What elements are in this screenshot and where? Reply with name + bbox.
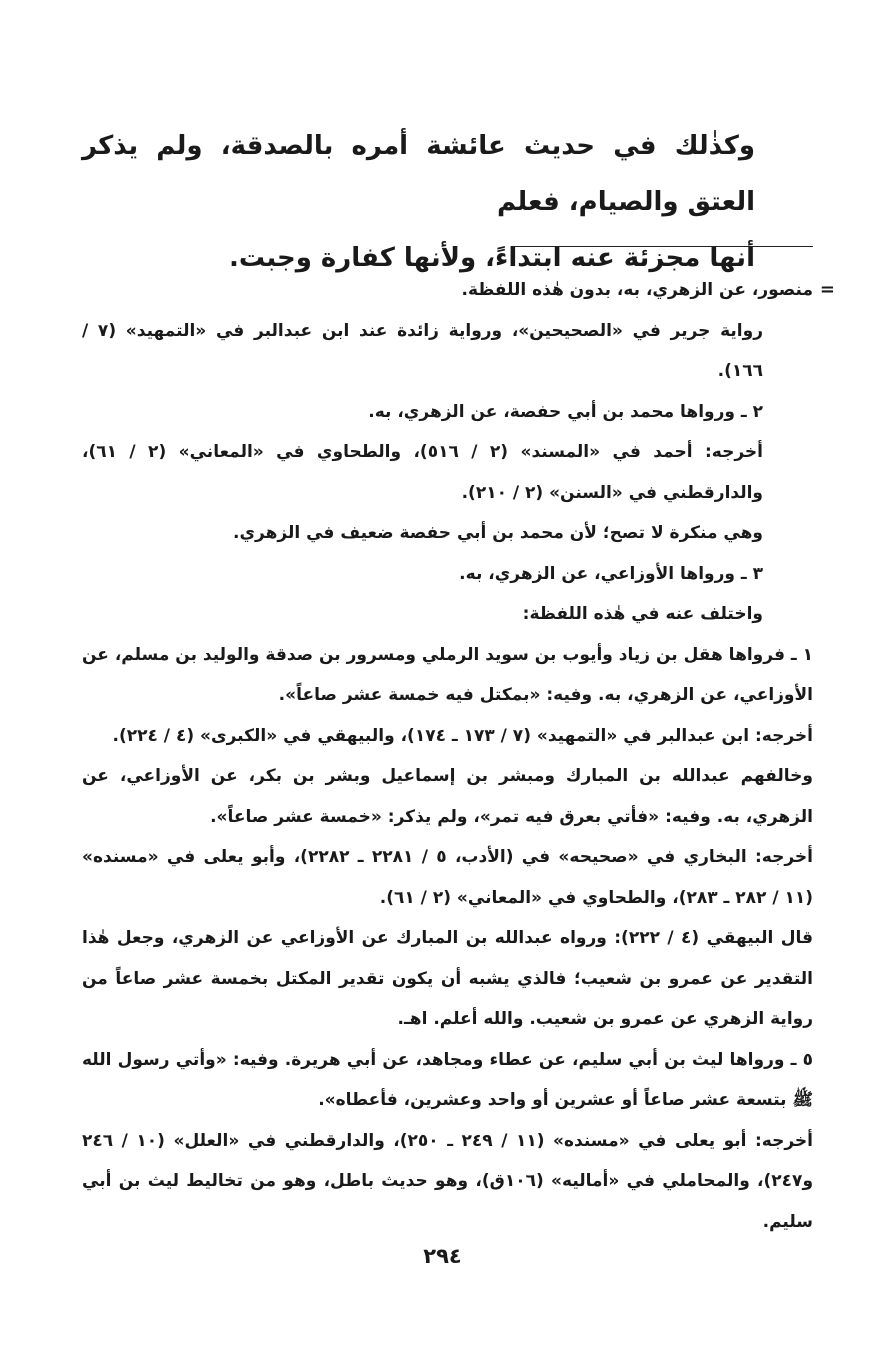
- footnote-paragraph: قال البيهقي (٤ / ٢٢٢): ورواه عبدالله بن المبارك عن الأوزاعي عن الزهري، وجعل هٰذا التقدير عن عمرو بن شعيب؛ فالذي يشبه أن يكون تقدير المكتل بخمسة عشر صاعاً من رواية الزهري عن عمرو بن شعيب. والله أعلم. اهـ.: [82, 928, 813, 1029]
- footnote-paragraph: ٢ ـ ورواها محمد بن أبي حفصة، عن الزهري، به.: [368, 401, 763, 422]
- footnote-paragraph: [82, 270, 835, 311]
- footnote-paragraph: أخرجه: أبو يعلى في «مسنده» (١١ / ٢٤٩ ـ ٢٥٠)، والدارقطني في «العلل» (١٠ / ٢٤٦ و٢٤٧)، والمحاملي في «أماليه» (١٠٦ق)، وهو حديث باطل، وهو من تخاليط ليث بن أبي سليم.: [82, 1130, 814, 1232]
- footnote-paragraph: ٥ ـ ورواها ليث بن أبي سليم، عن عطاء ومجاهد، عن أبي هريرة. وفيه: «وأتي رسول الله ﷺ بتسعة عشر صاعاً أو عشرين أو واحد وعشرين، فأعطاه».: [82, 1049, 813, 1110]
- footnote-text: منصور، عن الزهري، به، بدون هٰذه اللفظة.: [461, 280, 813, 300]
- footnote-paragraph: أخرجه: البخاري في «صحيحه» في (الأدب، ٥ / ٢٢٨١ ـ ٢٢٨٢)، وأبو يعلى في «مسنده» (١١ / ٢٨٢ ـ ٢٨٣)، والطحاوي في «المعاني» (٢ / ٦١).: [82, 847, 813, 908]
- main-text-line: وكذٰلك في حديث عائشة أمره بالصدقة، ولم يذكر العتق والصيام، فعلم: [82, 131, 755, 217]
- footnote-separator: [513, 246, 813, 247]
- footnote-paragraph: ١ ـ فرواها هقل بن زياد وأيوب بن سويد الرملي ومسرور بن صدقة والوليد بن مسلم، عن الأوزاعي، عن الزهري، به. وفيه: «بمكتل فيه خمسة عشر صاعاً».: [82, 644, 813, 705]
- footnotes: [82, 270, 835, 1242]
- continuation-sign: =: [819, 279, 835, 300]
- footnote-paragraph: رواية جرير في «الصحيحين»، ورواية زائدة عند ابن عبدالبر في «التمهيد» (٧ / ١٦٦).: [82, 320, 763, 381]
- footnote-paragraph: وخالفهم عبدالله بن المبارك ومبشر بن إسماعيل وبشر بن بكر، عن الأوزاعي، عن الزهري، به. وفيه: «فأتي بعرق فيه تمر»، ولم يذكر: «خمسة عشر صاعاً».: [82, 766, 813, 827]
- footnote-paragraph: واختلف عنه في هٰذه اللفظة:: [522, 604, 763, 624]
- main-text-line: أنها مجزئة عنه ابتداءً، ولأنها كفارة وجبت.: [228, 243, 755, 273]
- main-text: [82, 118, 755, 286]
- footnote-paragraph: ٣ ـ ورواها الأوزاعي، عن الزهري، به.: [459, 563, 763, 584]
- footnote-paragraph: وهي منكرة لا تصح؛ لأن محمد بن أبي حفصة ضعيف في الزهري.: [233, 523, 763, 543]
- footnote-paragraph: أخرجه: ابن عبدالبر في «التمهيد» (٧ / ١٧٣ ـ ١٧٤)، والبيهقي في «الكبرى» (٤ / ٢٢٤).: [112, 725, 813, 746]
- footnote-paragraph: أخرجه: أحمد في «المسند» (٢ / ٥١٦)، والطحاوي في «المعاني» (٢ / ٦١)، والدارقطني في «السنن» (٢ / ٢١٠).: [82, 442, 763, 503]
- page-number: ٢٩٤: [423, 1244, 462, 1268]
